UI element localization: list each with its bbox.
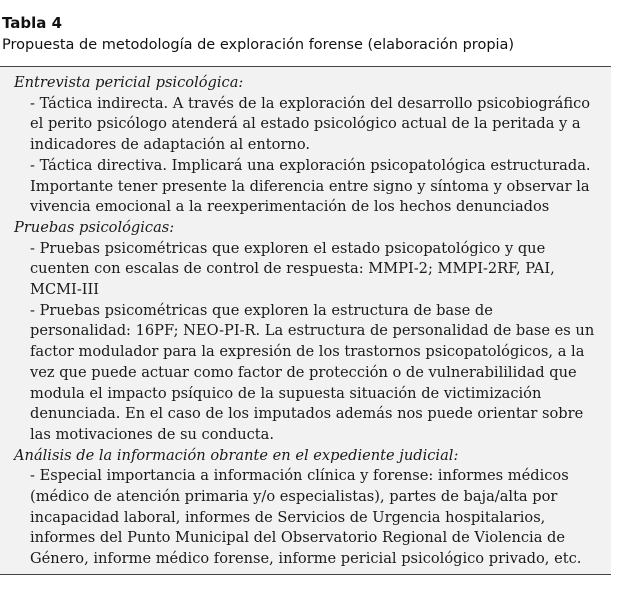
text-line: modula el impacto psíquico de la supuesta situación de victimización bbox=[30, 384, 542, 402]
table-body bbox=[0, 66, 611, 575]
text-line: - Especial importancia a información clínica y forense: informes médicos bbox=[30, 467, 569, 485]
list-item bbox=[30, 156, 604, 218]
section-title: Pruebas psicológicas: bbox=[14, 218, 175, 236]
text-line: personalidad: 16PF; NEO-PI-R. La estructura de personalidad de base es un bbox=[30, 322, 595, 340]
text-line: informes del Punto Municipal del Observatorio Regional de Violencia de bbox=[30, 529, 566, 547]
text-line: factor modulador para la expresión de los trastornos psicopatológicos, a la bbox=[30, 343, 585, 361]
list-item bbox=[30, 94, 604, 156]
text-line: vez que puede actuar como factor de protección o de vulnerabililidad que bbox=[30, 363, 577, 381]
text-line: incapacidad laboral, informes de Servicios de Urgencia hospitalarios, bbox=[30, 508, 546, 526]
text-line: cuenten con escalas de control de respuesta: MMPI-2; MMPI-2RF, PAI, bbox=[30, 260, 555, 278]
section-entrevista bbox=[14, 73, 604, 218]
text-line: - Pruebas psicométricas que exploren la estructura de base de bbox=[30, 301, 493, 319]
section-analisis bbox=[14, 446, 604, 570]
text-line: las motivaciones de su conducta. bbox=[30, 425, 275, 443]
text-line: - Táctica directiva. Implicará una exploración psicopatológica estructurada. bbox=[30, 156, 591, 174]
text-line: Género, informe médico forense, informe pericial psicológico privado, etc. bbox=[30, 550, 582, 568]
list-item bbox=[30, 239, 604, 301]
section-title: Entrevista pericial psicológica: bbox=[14, 74, 244, 91]
text-line: el perito psicólogo atenderá al estado psicológico actual de la peritada y a bbox=[30, 115, 581, 133]
text-line: MCMI-III bbox=[30, 281, 100, 299]
text-line: (médico de atención primaria y/o especialistas), partes de baja/alta por bbox=[30, 488, 558, 506]
list-item bbox=[30, 301, 604, 446]
text-line: indicadores de adaptación al entorno. bbox=[30, 136, 310, 154]
text-line: denunciada. En el caso de los imputados además nos puede orientar sobre bbox=[30, 405, 584, 423]
text-line: Importante tener presente la diferencia entre signo y síntoma y observar la bbox=[30, 177, 590, 195]
table-caption: Propuesta de metodología de exploración forense (elaboración propia) bbox=[2, 37, 515, 53]
table-content bbox=[14, 73, 604, 570]
list-item bbox=[30, 466, 604, 570]
text-line: vivencia emocional a la reexperimentación de los hechos denunciados bbox=[30, 198, 550, 216]
text-line: - Táctica indirecta. A través de la exploración del desarrollo psicobiográfico bbox=[30, 94, 591, 112]
section-pruebas bbox=[14, 218, 604, 446]
text-line: - Pruebas psicométricas que exploren el estado psicopatológico y que bbox=[30, 239, 546, 257]
section-title: Análisis de la información obrante en el expediente judicial: bbox=[14, 446, 459, 464]
table-label: Tabla 4 bbox=[2, 14, 63, 32]
